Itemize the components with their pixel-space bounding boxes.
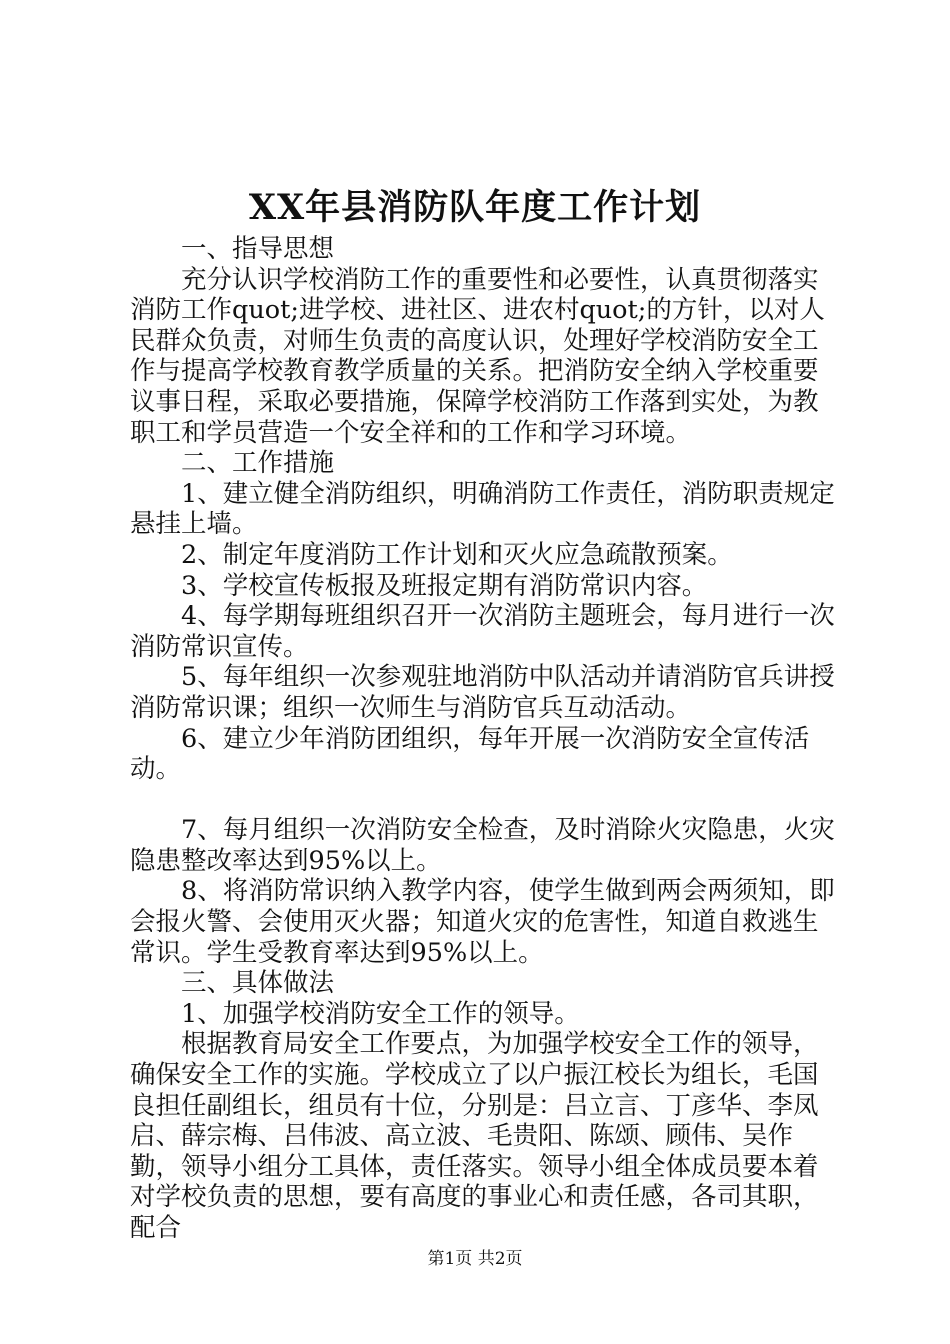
document-body [130, 234, 842, 1244]
paragraph: 根据教育局安全工作要点，为加强学校安全工作的领导，确保安全工作的实施。学校成立了以户振江校长为组长，毛国良担任副组长，组员有十位，分别是：吕立言、丁彦华、李凤启、薛宗梅、吕伟波、高立波、毛贵阳、陈颂、顾伟、吴作勤，领导小组分工具体，责任落实。领导小组全体成员要本着对学校负责的思想，要有高度的事业心和责任感，各司其职，配合 [130, 1029, 819, 1243]
list-item: 1、加强学校消防安全工作的领导。 [181, 998, 580, 1029]
list-item: 5、每年组织一次参观驻地消防中队活动并请消防官兵讲授消防常识课；组织一次师生与消防官兵互动活动。 [130, 662, 835, 723]
list-item: 1、建立健全消防组织，明确消防工作责任，消防职责规定悬挂上墙。 [130, 478, 835, 540]
list-item: 4、每学期每班组织召开一次消防主题班会，每月进行一次消防常识宣传。 [130, 601, 835, 662]
page-number-footer: 第1页 共2页 [427, 1249, 523, 1269]
section-heading-guiding-ideology: 一、指导思想 [181, 234, 335, 264]
list-item: 3、学校宣传板报及班报定期有消防常识内容。 [181, 570, 708, 601]
section-heading-work-measures: 二、工作措施 [181, 448, 335, 479]
list-item: 7、每月组织一次消防安全检查，及时消除火灾隐患，火灾隐患整改率达到95%以上。 [130, 815, 835, 876]
list-item: 6、建立少年消防团组织，每年开展一次消防安全宣传活动。 [130, 723, 810, 785]
paragraph: 充分认识学校消防工作的重要性和必要性，认真贯彻落实消防工作quot;进学校、进社区、进农村quot;的方针，以对人民群众负责，对师生负责的高度认识，处理好学校消防安全工作与提高学校教育教学质量的关系。把消防安全纳入学校重要议事日程，采取必要措施，保障学校消防工作落到实处，为教职工和学员营造一个安全祥和的工作和学习环境。 [130, 264, 825, 448]
document-title: XX年县消防队年度工作计划 [248, 187, 702, 228]
section-heading-specific-practices: 三、具体做法 [181, 968, 335, 999]
list-item: 2、制定年度消防工作计划和灭火应急疏散预案。 [181, 539, 733, 570]
list-item: 8、将消防常识纳入教学内容，使学生做到两会两须知，即会报火警、会使用灭火器；知道火灾的危害性，知道自救逃生常识。学生受教育率达到95%以上。 [130, 876, 835, 968]
